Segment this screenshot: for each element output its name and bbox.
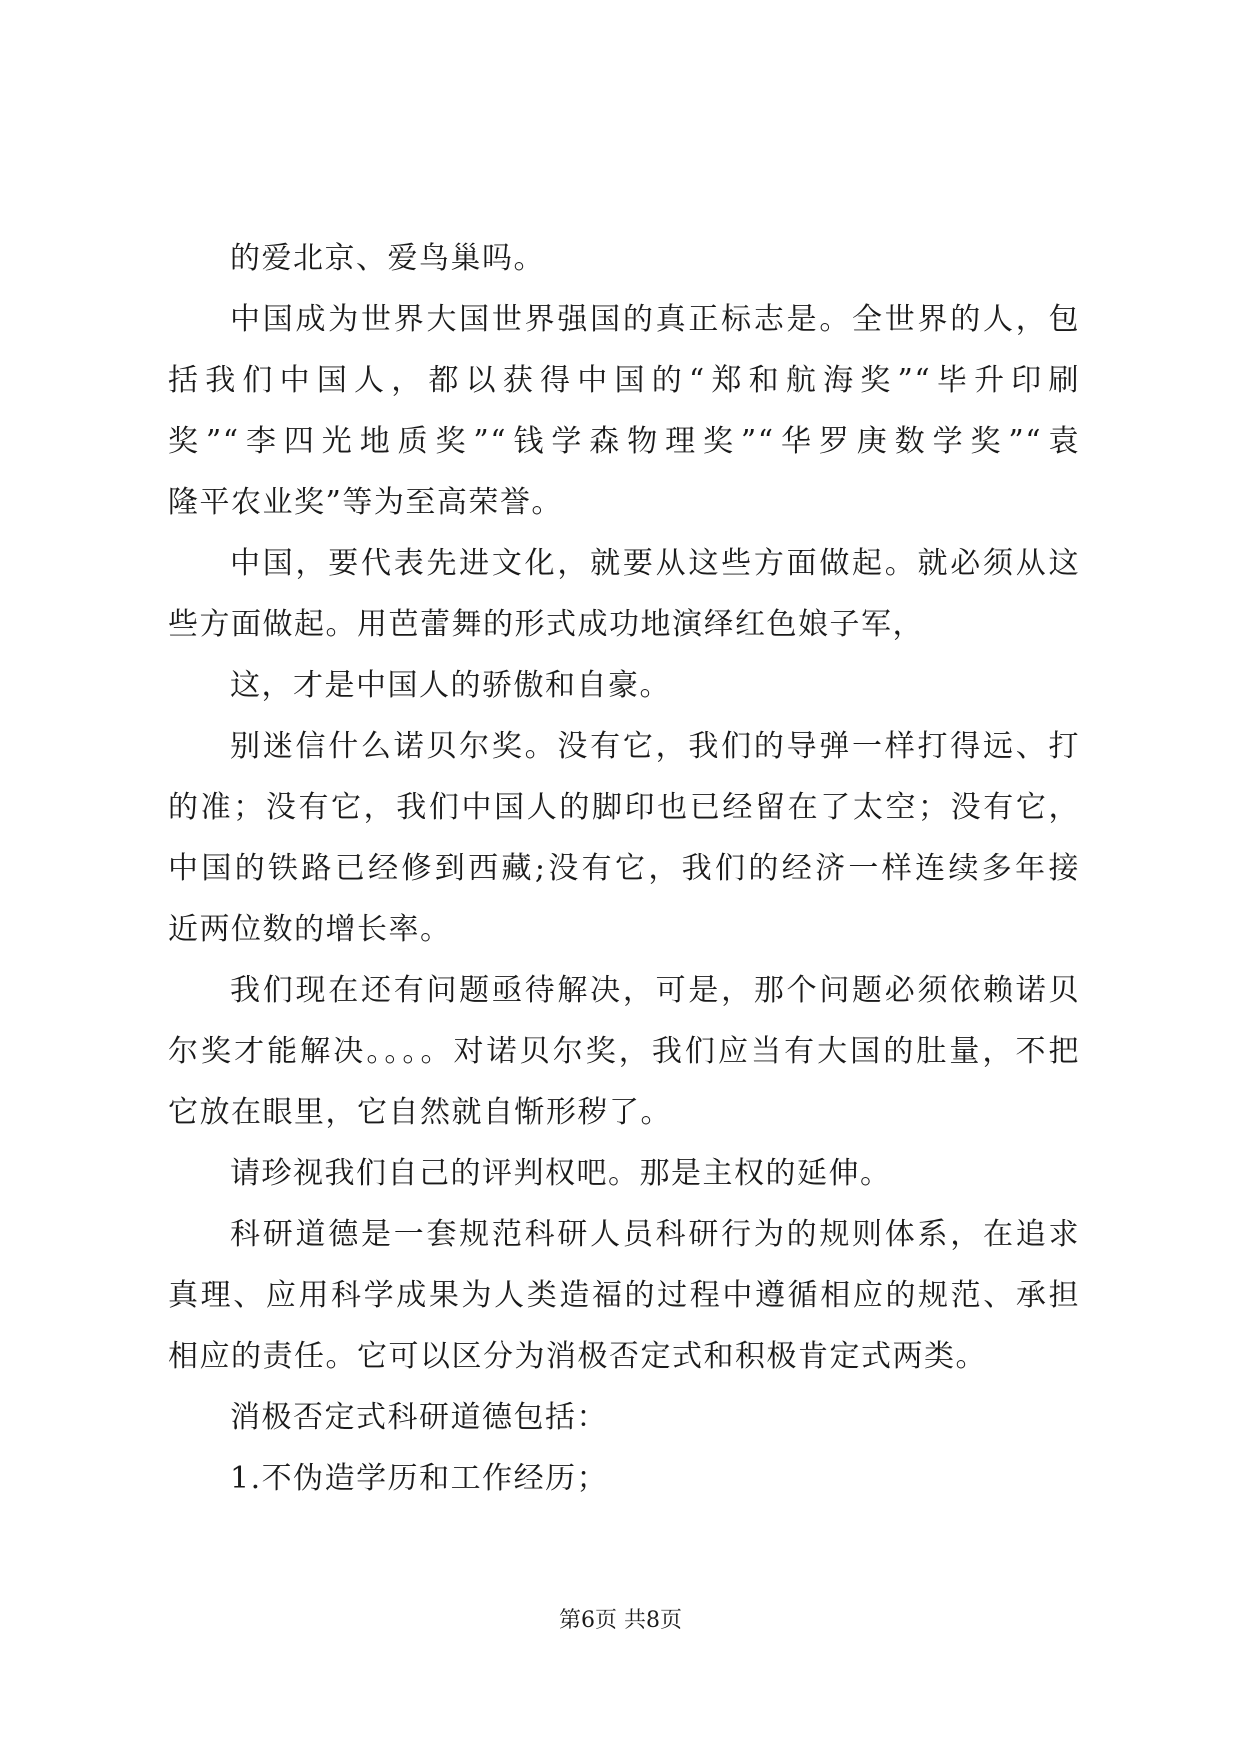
text-line: 消极否定式科研道德包括： (230, 1400, 608, 1435)
text-line: 相应的责任。它可以区分为消极否定式和积极肯定式两类。 (168, 1339, 987, 1374)
text-line: 别迷信什么诺贝尔奖。没有它，我们的导弹一样打得远、打 (230, 729, 1080, 764)
text-line: 的爱北京、爱鸟巢吗。 (230, 241, 545, 276)
text-line: 这，才是中国人的骄傲和自豪。 (230, 668, 671, 703)
text-line: 奖”“李四光地质奖”“钱学森物理奖”“华罗庚数学奖”“袁 (168, 424, 1080, 459)
text-line: 中国成为世界大国世界强国的真正标志是。全世界的人，包 (230, 302, 1080, 337)
text-line: 尔奖才能解决。。。。对诺贝尔奖，我们应当有大国的肚量，不把 (168, 1034, 1080, 1069)
text-line: 隆平农业奖”等为至高荣誉。 (168, 485, 563, 520)
page-number-footer: 第6页 共8页 (559, 1608, 682, 1633)
text-line: 请珍视我们自己的评判权吧。那是主权的延伸。 (230, 1156, 892, 1191)
text-line: 1.不伪造学历和工作经历； (230, 1461, 609, 1496)
text-line: 括我们中国人，都以获得中国的“郑和航海奖”“毕升印刷 (168, 363, 1080, 398)
text-line: 中国的铁路已经修到西藏;没有它，我们的经济一样连续多年接 (168, 851, 1080, 886)
text-line: 的准；没有它，我们中国人的脚印也已经留在了太空；没有它， (168, 790, 1080, 825)
text-line: 科研道德是一套规范科研人员科研行为的规则体系，在追求 (230, 1217, 1080, 1252)
text-line: 我们现在还有问题亟待解决，可是，那个问题必须依赖诺贝 (230, 973, 1080, 1008)
text-line: 真理、应用科学成果为人类造福的过程中遵循相应的规范、承担 (168, 1278, 1080, 1313)
text-line: 近两位数的增长率。 (168, 912, 452, 947)
text-line: 中国，要代表先进文化，就要从这些方面做起。就必须从这 (230, 546, 1080, 581)
body-text (168, 228, 1080, 1509)
text-line: 它放在眼里，它自然就自惭形秽了。 (168, 1095, 672, 1130)
text-line: 些方面做起。用芭蕾舞的形式成功地演绎红色娘子军， (168, 607, 924, 642)
